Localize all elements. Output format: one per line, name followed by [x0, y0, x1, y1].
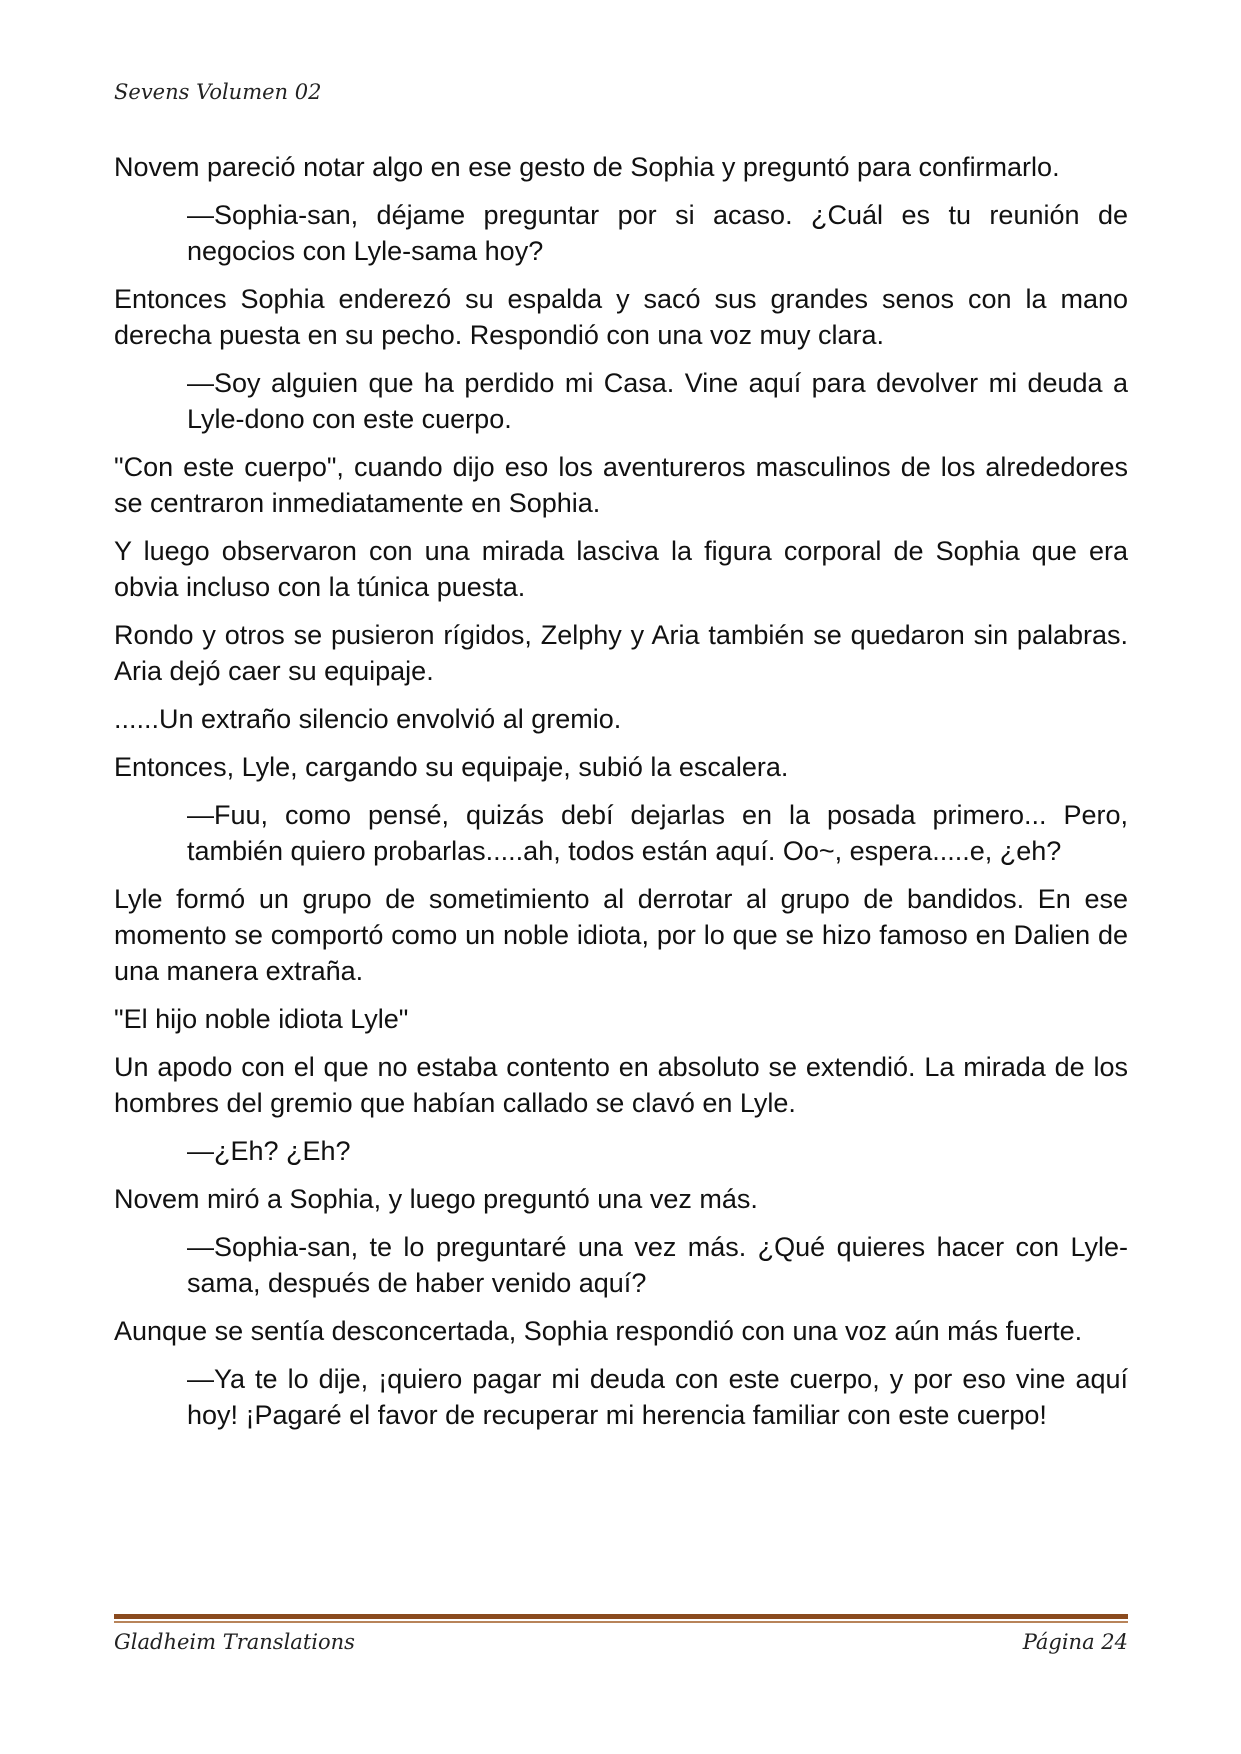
paragraph-narration: Rondo y otros se pusieron rígidos, Zelphy y Aria también se quedaron sin palabras. Aria dejó caer su equipaje.	[114, 620, 1128, 686]
footer-page-number: Página 24	[1022, 1630, 1128, 1654]
footer-translator: Gladheim Translations	[114, 1630, 355, 1654]
paragraph-dialog: —Fuu, como pensé, quizás debí dejarlas en la posada primero... Pero, también quiero probarlas.....ah, todos están aquí. Oo~, espera.....e, ¿eh?	[187, 800, 1128, 866]
footer-divider-thin	[114, 1621, 1128, 1623]
paragraph-narration: Novem pareció notar algo en ese gesto de Sophia y preguntó para confirmarlo.	[114, 152, 1060, 182]
paragraph-dialog: —Sophia-san, déjame preguntar por si acaso. ¿Cuál es tu reunión de negocios con Lyle-sama hoy?	[187, 200, 1128, 266]
paragraph-narration: Entonces Sophia enderezó su espalda y sacó sus grandes senos con la mano derecha puesta en su pecho. Respondió con una voz muy clara.	[114, 284, 1128, 350]
paragraph-narration: "Con este cuerpo", cuando dijo eso los aventureros masculinos de los alrededores se centraron inmediatamente en Sophia.	[114, 452, 1128, 518]
paragraph-dialog: —¿Eh? ¿Eh?	[187, 1136, 351, 1166]
paragraph-dialog: —Sophia-san, te lo preguntaré una vez más. ¿Qué quieres hacer con Lyle-sama, después de haber venido aquí?	[187, 1232, 1128, 1298]
footer-divider	[114, 1614, 1128, 1623]
page-body	[114, 149, 1128, 1445]
paragraph-dialog: —Soy alguien que ha perdido mi Casa. Vine aquí para devolver mi deuda a Lyle-dono con este cuerpo.	[187, 368, 1128, 434]
paragraph-narration: ......Un extraño silencio envolvió al gremio.	[114, 704, 622, 734]
paragraph-dialog: —Ya te lo dije, ¡quiero pagar mi deuda con este cuerpo, y por eso vine aquí hoy! ¡Pagaré el favor de recuperar mi herencia familiar con este cuerpo!	[187, 1364, 1128, 1430]
paragraph-narration: "El hijo noble idiota Lyle"	[114, 1004, 409, 1034]
paragraph-narration: Entonces, Lyle, cargando su equipaje, subió la escalera.	[114, 752, 789, 782]
paragraph-narration: Lyle formó un grupo de sometimiento al derrotar al grupo de bandidos. En ese momento se comportó como un noble idiota, por lo que se hizo famoso en Dalien de una manera extraña.	[114, 884, 1128, 986]
paragraph-narration: Un apodo con el que no estaba contento en absoluto se extendió. La mirada de los hombres del gremio que habían callado se clavó en Lyle.	[114, 1052, 1128, 1118]
running-header: Sevens Volumen 02	[114, 80, 322, 104]
paragraph-narration: Y luego observaron con una mirada lasciva la figura corporal de Sophia que era obvia incluso con la túnica puesta.	[114, 536, 1128, 602]
paragraph-narration: Aunque se sentía desconcertada, Sophia respondió con una voz aún más fuerte.	[114, 1316, 1083, 1346]
footer-divider-thick	[114, 1614, 1128, 1619]
paragraph-narration: Novem miró a Sophia, y luego preguntó una vez más.	[114, 1184, 758, 1214]
